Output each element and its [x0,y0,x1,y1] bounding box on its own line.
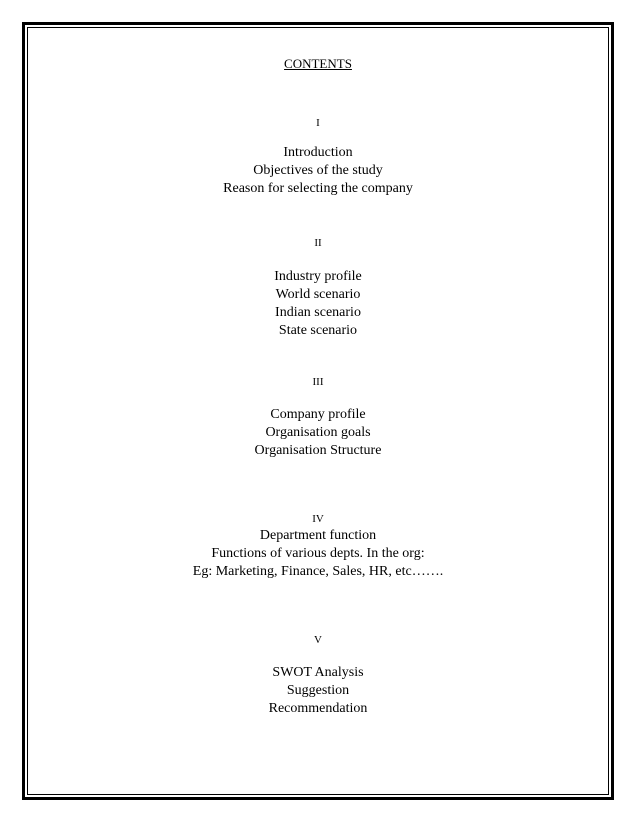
section-item-industry-profile: Industry profile [274,269,362,284]
section-numeral: V [314,634,322,646]
section-item-introduction: Introduction [283,145,353,160]
section-item-objectives: Objectives of the study [253,163,383,178]
section-item-examples: Eg: Marketing, Finance, Sales, HR, etc……. [192,564,444,579]
section-item-swot-analysis: SWOT Analysis [272,665,364,680]
section-item-indian-scenario: Indian scenario [275,305,361,320]
section-4 [28,512,608,581]
section-numeral: II [314,237,322,249]
section-item-organisation-goals: Organisation goals [265,425,371,440]
section-item-world-scenario: World scenario [275,287,361,302]
document-page [28,28,608,794]
section-item-company-profile: Company profile [270,407,366,422]
contents-heading: CONTENTS [284,56,352,71]
section-item-recommendation: Recommendation [268,701,368,716]
section-item-suggestion: Suggestion [286,683,350,698]
section-numeral: I [316,117,320,129]
section-item-state-scenario: State scenario [278,323,358,338]
section-items [28,268,608,340]
section-item-organisation-structure: Organisation Structure [254,443,382,458]
section-items [28,664,608,718]
section-numeral: IV [312,513,324,525]
section-1 [28,116,608,198]
section-item-reason: Reason for selecting the company [223,181,413,196]
section-2 [28,236,608,340]
section-numeral: III [312,376,324,388]
section-item-department-function: Department function [259,528,377,543]
section-items [28,406,608,460]
section-5 [28,633,608,718]
section-3 [28,375,608,460]
section-items [28,527,608,581]
section-items [28,144,608,198]
section-item-functions-of-depts: Functions of various depts. In the org: [211,546,425,561]
